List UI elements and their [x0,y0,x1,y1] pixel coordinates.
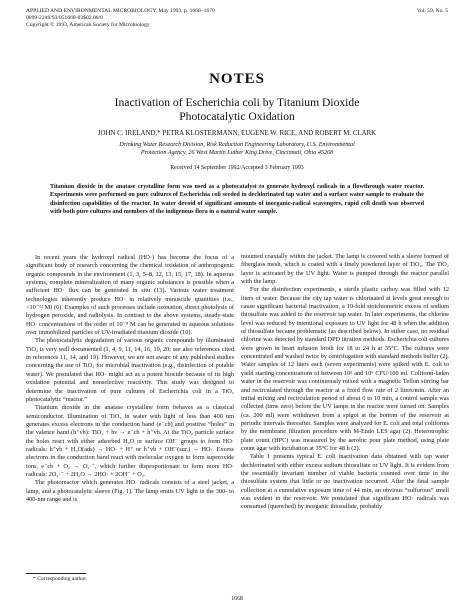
affiliation-line: Protection Agency, 26 West Martin Luther King Drive, Cincinnati, Ohio 45268 [140,150,334,156]
footnote: * Corresponding author. [33,576,88,582]
copyright-line: Copyright © 1993, American Society for Microbiology [26,22,150,29]
volume-issue: Vol. 59, No. 5 [416,8,448,14]
body-paragraph: In recent years the hydroxyl radical (HO·) has become the focus of a significant body of research concerning the chemical oxidation of anthropogenic organic compounds in the environment (1, 3, 5–8, 12, 13, 15, 17, 18). In aqueous systems, complete mineralization of many organic substances is possible when a sufficient HO· flux can be generated in situ (13). Various water treatment technologies inherently produce HO· in relatively minuscule quantities (i.e., <10⁻¹² M) (6). Examples of such processes include ozonation, direct photolysis of hydrogen peroxide, and radiolysis. In contrast to the above systems, steady-state HO· concentrations of the order of 10⁻⁸ M can be generated in aqueous solutions over immobilized particles of UV-irradiated titanium dioxide (10). [26,254,234,337]
body-paragraph: The photocatalytic degradation of various organic compounds by illuminated TiO₂ is very well documented (1, 4, 9, 11, 14, 16, 19, 20; see also references cited in references 11, 14, and 19). However, we are not aware of any published studies concerning the use of TiO₂ for microbial inactivation (e.g., disinfection of potable water). We postulated that HO· might act as a potent biocide because of its high oxidation potential and nonselective reactivity. This study was designed to determine the inactivation of pure cultures of Escherichia coli in a TiO₂ photocatalytic “reactor.” [26,337,234,403]
author-list: JOHN C. IRELAND,* PETRA KLOSTERMANN, EUGENE W. RICE, AND ROBERT M. CLARK [97,130,377,137]
abstract: Titanium dioxide in the anatase crystalline form was used as a photocatalyst to generate hydroxyl radicals in a flowthrough water reactor. Experiments were performed on pure cultures of Escherichia coli seeded in dechlorinated tap water and a surface water sample to evaluate the disinfection capabilities of the reactor. In water devoid of significant amounts of inorganic-radical scavengers, rapid cell death was observed with both pure cultures and members of the indigenous flora in a natural water sample. [50,184,424,216]
section-heading: NOTES [209,71,265,87]
body-paragraph: Titanium dioxide in the anatase crystalline form behaves as a classical semiconductor. Illumination of TiO₂ in water with light of less than 400 nm generates excess electrons in the conduction band (e⁻cb) and positive “holes” in the valence band (h⁺vb): TiO₂ + hν → e⁻cb + h⁺vb. At the TiO₂ particle surface the holes react with either adsorbed H₂O or surface OH⁻ groups to form HO· radicals: h⁺vb + H₂O(ads) → HO· + H⁺ or h⁺vb + OH⁻(sur.) → HO·. Excess electrons in the conduction band react with molecular oxygen to form superoxide ions, e⁻cb + O₂ → O₂·⁻, which further disproportionate to form more HO· radicals: 2O₂·⁻ + 2H₂O → 2HO· + 2OH⁻ + O₂. [26,404,234,478]
page-number: 1668 [231,596,243,602]
article-title [40,96,434,124]
title-line-1: Inactivation of Escherichia coli by Titanium Dioxide [114,96,360,109]
title-line-2: Photocatalytic Oxidation [179,110,295,123]
right-column [241,253,449,512]
body-paragraph: Table 1 presents typical E. coli inactivation data obtained with tap water dechlorinated with either excess sodium thiosulfate or UV light. It is evident from the essentially invariant number of viable bacteria counted over time in the thiosulfate system that little or no inactivation occurred. After the final sample collection at a cumulative exposure time of 44 min, an obvious “sulfurous” smell was evident in the reservoir. We postulated that significant HO· radicals was consumed (quenched) by inorganic thiosulfate, probably [241,453,449,511]
received-dates: Received 14 September 1992/Accepted 3 February 1993 [170,165,304,171]
affiliation-line: Drinking Water Research Division, Risk Reduction Engineering Laboratory, U.S. Environmental [119,142,355,148]
journal-citation: APPLIED AND ENVIRONMENTAL MICROBIOLOGY, May 1993, p. 1668–1670 [26,8,215,14]
issn-line: 0099-2240/93/051668-03$02.00/0 [26,15,103,22]
journal-header [26,8,448,30]
affiliation [50,141,424,157]
body-paragraph: The photoreactor which generates HO· radicals consists of a steel jacket, a lamp, and a photocatalytic sleeve (Fig. 1). The lamp emits UV light in the 300- to 400-nm range and is [26,479,234,503]
body-paragraph: For the disinfection experiments, a sterile plastic carboy was filled with 12 liters of water. Because the city tap water is chlorinated at levels great enough to cause significant bacterial inactivation, a 10-fold stoichiometric excess of sodium thiosulfate was added to the reservoir tap water. In later experiments, the chlorine level was reduced by intentional exposure to UV light for 48 h when the addition of thiosulfate became problematic (as described below). In either case, no residual chlorine was detected by standard DPD titration methods. Escherichia coli cultures were grown in heart infusion broth for 18 to 24 h at 35°C. The cultures were concentrated and washed twice by centrifugation with standard methods buffer (2). Water samples of 12 liters each (seven experiments) were spiked with E. coli to yield starting concentrations of between 10⁵ and 10⁶ CFU/100 ml. Coliform-laden water in the reservoir was continuously mixed with a magnetic Teflon stirring bar and recirculated through the reactor at a fixed flow rate of 2 liters/min. After an initial mixing and recirculation period of about 6 to 10 min, a control sample was collected (time zero) before the UV lamps in the reactor were turned on. Samples (ca. 200 ml) were withdrawn from a spigot at the bottom of the reservoir at periodic intervals thereafter. Samples were analyzed for E. coli and total coliforms by the membrane filtration procedure with M-Endo LES agar (2). Heterotrophic plate count (HPC) was measured by the aerobic pour plate method, using plate count agar with incubation at 35°C for 48 h (2). [241,286,449,452]
left-column [26,254,234,504]
footnote-rule [26,573,86,574]
body-paragraph: mounted coaxially within the jacket. The lamp is covered with a sleeve formed of fiberglass mesh, which is coated with a finely powdered layer of TiO₂. The TiO₂ layer is activated by the UV light. Water is pumped through the reactor parallel with the lamp. [241,253,449,286]
